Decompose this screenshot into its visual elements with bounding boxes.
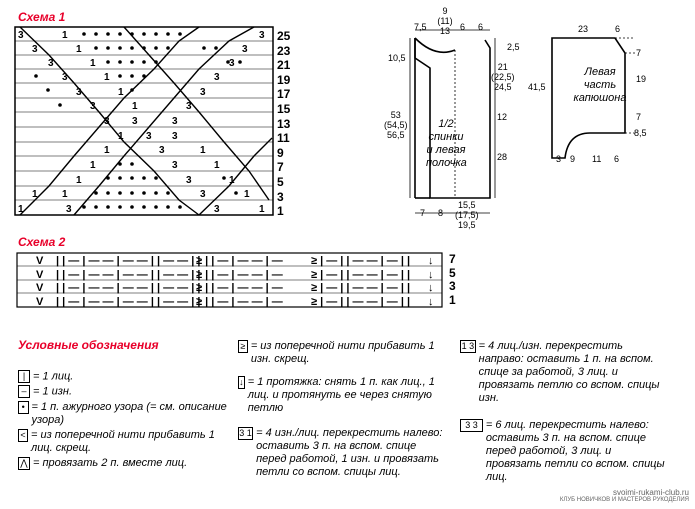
legend-item [18, 457, 228, 470]
svg-text:3: 3 [66, 204, 72, 215]
row-number: 1 [449, 292, 456, 307]
scheme2-row-numbers [449, 253, 456, 307]
legend-text: = из поперечной нити прибавить 1 лиц. скрещ. [30, 428, 215, 454]
svg-text:3: 3 [76, 87, 82, 98]
svg-text:1: 1 [62, 189, 68, 200]
hood-label-line: Левая [584, 66, 616, 78]
lace-symbol-icon: • [18, 401, 29, 414]
legend-item [460, 419, 670, 484]
row-number: 9 [277, 145, 284, 160]
dim-label: 41,5 [528, 82, 546, 92]
legend-item [18, 401, 228, 427]
svg-text:3: 3 [172, 160, 178, 171]
scheme2-title: Схема 2 [18, 235, 66, 249]
legend-text: = 4 лиц./изн. перекрестить направо: оставить 1 п. на вспом. спице за работой, 3 лиц. и провязать петлю со вспом. спицы изн. [478, 340, 660, 404]
svg-text:3: 3 [186, 175, 192, 186]
dim-label: 6 [460, 22, 466, 32]
svg-text:≥ | — | | — — | — | |: ≥ | — | | — — | — | | [311, 255, 411, 267]
svg-text:↓: ↓ [428, 269, 434, 281]
svg-text:1: 1 [62, 30, 68, 41]
dim-label: 19 [636, 74, 647, 84]
svg-text:1: 1 [104, 145, 110, 156]
pattern-label-line: и левая [426, 144, 466, 156]
svg-text:V: V [36, 296, 44, 308]
legend-text: = 1 протяжка: снять 1 п. как лиц., 1 лиц. и протянуть ее через снятую петлю [247, 376, 435, 414]
increase-purl-symbol-icon: ≥ [238, 340, 248, 353]
row-number: 11 [277, 131, 290, 146]
svg-text:1: 1 [214, 160, 220, 171]
legend-item [18, 429, 228, 455]
legend-middle [238, 340, 443, 479]
purl-symbol-icon: – [18, 385, 30, 398]
k2tog-symbol-icon: ⋀ [18, 457, 30, 470]
svg-text:1: 1 [200, 145, 206, 156]
svg-text:1: 1 [90, 160, 96, 171]
pattern-bottom-vals [455, 200, 479, 230]
row-number: 7 [277, 160, 284, 175]
svg-text:1: 1 [132, 101, 138, 112]
svg-text:3: 3 [186, 101, 192, 112]
pattern-right-vals [491, 62, 515, 92]
svg-text:| | — | — — | — — | | — — | |: | | — | — — | — — | | — — | | [56, 255, 201, 267]
row-number: 3 [449, 279, 456, 293]
svg-text:1: 1 [118, 131, 124, 142]
row-number: 21 [277, 58, 291, 73]
legend-text: = 4 изн./лиц. перекрестить налево: оставить 3 п. на вспом. спице перед работой, 1 изн. и провязать петли со вспом. спицы лиц. [256, 427, 443, 478]
hood-label-line: часть [583, 79, 617, 91]
dim-label: 7 [420, 208, 426, 218]
svg-text:3: 3 [32, 44, 38, 55]
legend-item [238, 376, 443, 415]
scheme1-title: Схема 1 [18, 10, 66, 24]
svg-text:3: 3 [159, 145, 165, 156]
svg-text:≥ | | — | — — | —: ≥ | | — | — — | — [196, 296, 283, 308]
pattern-left-main [384, 110, 408, 140]
svg-text:3: 3 [104, 116, 110, 127]
dim-label: (17,5) [455, 210, 479, 220]
legend-item [238, 340, 443, 366]
svg-text:3: 3 [200, 189, 206, 200]
legend-right [460, 340, 670, 484]
row-number: 3 [277, 189, 284, 204]
legend-title: Условные обозначения [18, 338, 159, 352]
svg-text:1: 1 [104, 72, 110, 83]
dim-label: 23 [578, 24, 589, 34]
watermark-line: svoimi-rukami-club.ru [612, 488, 689, 497]
legend-text: = 6 лиц. перекрестить налево: оставить 3 п. на вспом. спице перед работой, 3 лиц. и провязать петли со вспом. спицы лиц. [485, 419, 665, 483]
row-number: 17 [277, 87, 291, 102]
svg-text:3: 3 [259, 30, 265, 41]
svg-text:3: 3 [214, 204, 220, 215]
dim-label: 56,5 [386, 130, 405, 140]
svg-text:1: 1 [32, 189, 38, 200]
scheme1-grid [14, 26, 284, 218]
svg-text:1: 1 [118, 87, 124, 98]
svg-text:≥ | | — | — — | —: ≥ | | — | — — | — [196, 269, 283, 281]
row-number: 19 [277, 72, 291, 87]
svg-text:1: 1 [244, 189, 250, 200]
row-number: 15 [277, 101, 291, 116]
legend-item [460, 340, 670, 405]
svg-text:1: 1 [90, 58, 96, 69]
svg-text:3: 3 [172, 116, 178, 127]
legend-item [18, 370, 228, 383]
svg-text:3: 3 [132, 116, 138, 127]
svg-text:≥ | — | | — — | — | |: ≥ | — | | — — | — | | [311, 296, 411, 308]
legend-item [238, 427, 443, 479]
svg-text:↓: ↓ [428, 282, 434, 294]
svg-text:3: 3 [62, 72, 68, 83]
cable-right-symbol-icon: 1 3 [461, 341, 475, 351]
svg-text:| | — | — — | — — | | — — | |: | | — | — — | — — | | — — | | [56, 296, 201, 308]
svg-text:≥ | — | | — — | — | |: ≥ | — | | — — | — | | [311, 269, 411, 281]
pattern-label-line: 1/2 [438, 118, 454, 130]
dim-label: 9 [570, 154, 576, 164]
cable-left-symbol-icon: 3 1 [239, 428, 252, 438]
row-number: 5 [277, 174, 284, 189]
svg-text:1: 1 [76, 44, 82, 55]
dim-label: 2,5 [507, 42, 520, 52]
legend-text: = из поперечной нити прибавить 1 изн. скрещ. [250, 340, 435, 365]
legend-text: = провязать 2 п. вместе лиц. [33, 456, 188, 469]
pattern-label-line: спинки [428, 131, 464, 143]
cable-six-symbol-icon: 3 3 [460, 419, 483, 432]
svg-text:| | — | — — | — — | | — — | |: | | — | — — | — — | | — — | | [56, 282, 201, 294]
row-number: 7 [449, 252, 456, 266]
svg-text:3: 3 [90, 101, 96, 112]
dim-label: 19,5 [457, 220, 476, 230]
svg-text:3: 3 [229, 58, 235, 69]
dim-label: 8,5 [634, 128, 647, 138]
dim-label: 13 [439, 26, 450, 36]
svg-text:↓: ↓ [428, 296, 434, 308]
scheme1-row-numbers [277, 29, 290, 219]
hood-label-line: капюшона [573, 92, 627, 104]
svg-text:≥ | | — | — — | —: ≥ | | — | — — | — [196, 282, 283, 294]
svg-text:↓: ↓ [428, 255, 434, 267]
legend-left [18, 370, 228, 470]
svg-text:1: 1 [18, 204, 24, 215]
pattern-top-labels [430, 6, 460, 36]
dim-label: 15,5 [457, 200, 476, 210]
dim-label: 21 [497, 62, 508, 72]
dim-label: 9 [442, 6, 448, 16]
legend-item [18, 385, 228, 398]
svg-text:V: V [36, 255, 44, 267]
dim-label: 28 [497, 152, 508, 162]
dim-label: (11) [437, 16, 453, 26]
dim-label: 11 [592, 154, 602, 164]
svg-text:V: V [36, 269, 44, 281]
slip-pass-symbol-icon: ↓ [239, 377, 244, 387]
pattern-center-label [426, 118, 466, 170]
svg-text:3: 3 [18, 30, 24, 41]
dim-label: (22,5) [491, 72, 515, 82]
dim-label: 7 [636, 48, 642, 58]
row-number: 25 [277, 29, 291, 43]
row-number: 1 [277, 204, 284, 219]
watermark [560, 488, 689, 503]
dim-label: (54,5) [384, 120, 408, 130]
dim-label: 7 [636, 112, 642, 122]
dim-label: 6 [615, 24, 621, 34]
legend-text: = 1 изн. [33, 385, 72, 398]
dim-label: 6 [478, 22, 484, 32]
svg-text:1: 1 [229, 175, 235, 186]
svg-text:≥ | — | | — — | — | |: ≥ | — | | — — | — | | [311, 282, 411, 294]
dim-label: 7,5 [414, 22, 427, 32]
increase-knit-symbol-icon: < [18, 429, 28, 442]
svg-text:V: V [36, 282, 44, 294]
row-number: 13 [277, 116, 291, 131]
svg-text:3: 3 [242, 44, 248, 55]
svg-text:3: 3 [172, 131, 178, 142]
dim-label: 24,5 [493, 82, 512, 92]
pattern-label-line: полочка [426, 157, 467, 169]
dim-label: 8 [438, 208, 444, 218]
hood-label [570, 66, 630, 105]
dim-label: 10,5 [388, 53, 406, 63]
knit-symbol-icon: | [18, 370, 30, 383]
svg-text:1: 1 [76, 175, 82, 186]
dim-label: 53 [390, 110, 401, 120]
legend-text: = 1 п. ажурного узора (= см. описание узора) [31, 400, 227, 426]
legend-text: = 1 лиц. [33, 370, 74, 383]
svg-text:3: 3 [48, 58, 54, 69]
svg-text:3: 3 [200, 87, 206, 98]
svg-text:| | — | — — | — — | | — — | |: | | — | — — | — — | | — — | | [56, 269, 201, 281]
svg-text:1: 1 [259, 204, 265, 215]
row-number: 5 [449, 265, 456, 280]
svg-text:≥ | | — | — — | —: ≥ | | — | — — | — [196, 255, 283, 267]
dim-label: 6 [614, 154, 620, 164]
scheme2-grid [16, 252, 446, 310]
svg-text:3: 3 [146, 131, 152, 142]
watermark-line: КЛУБ НОВИЧКОВ И МАСТЕРОВ РУКОДЕЛИЯ [559, 497, 689, 503]
row-number: 23 [277, 43, 291, 58]
svg-text:3: 3 [214, 72, 220, 83]
dim-label: 3 [556, 154, 562, 164]
dim-label: 12 [497, 112, 508, 122]
